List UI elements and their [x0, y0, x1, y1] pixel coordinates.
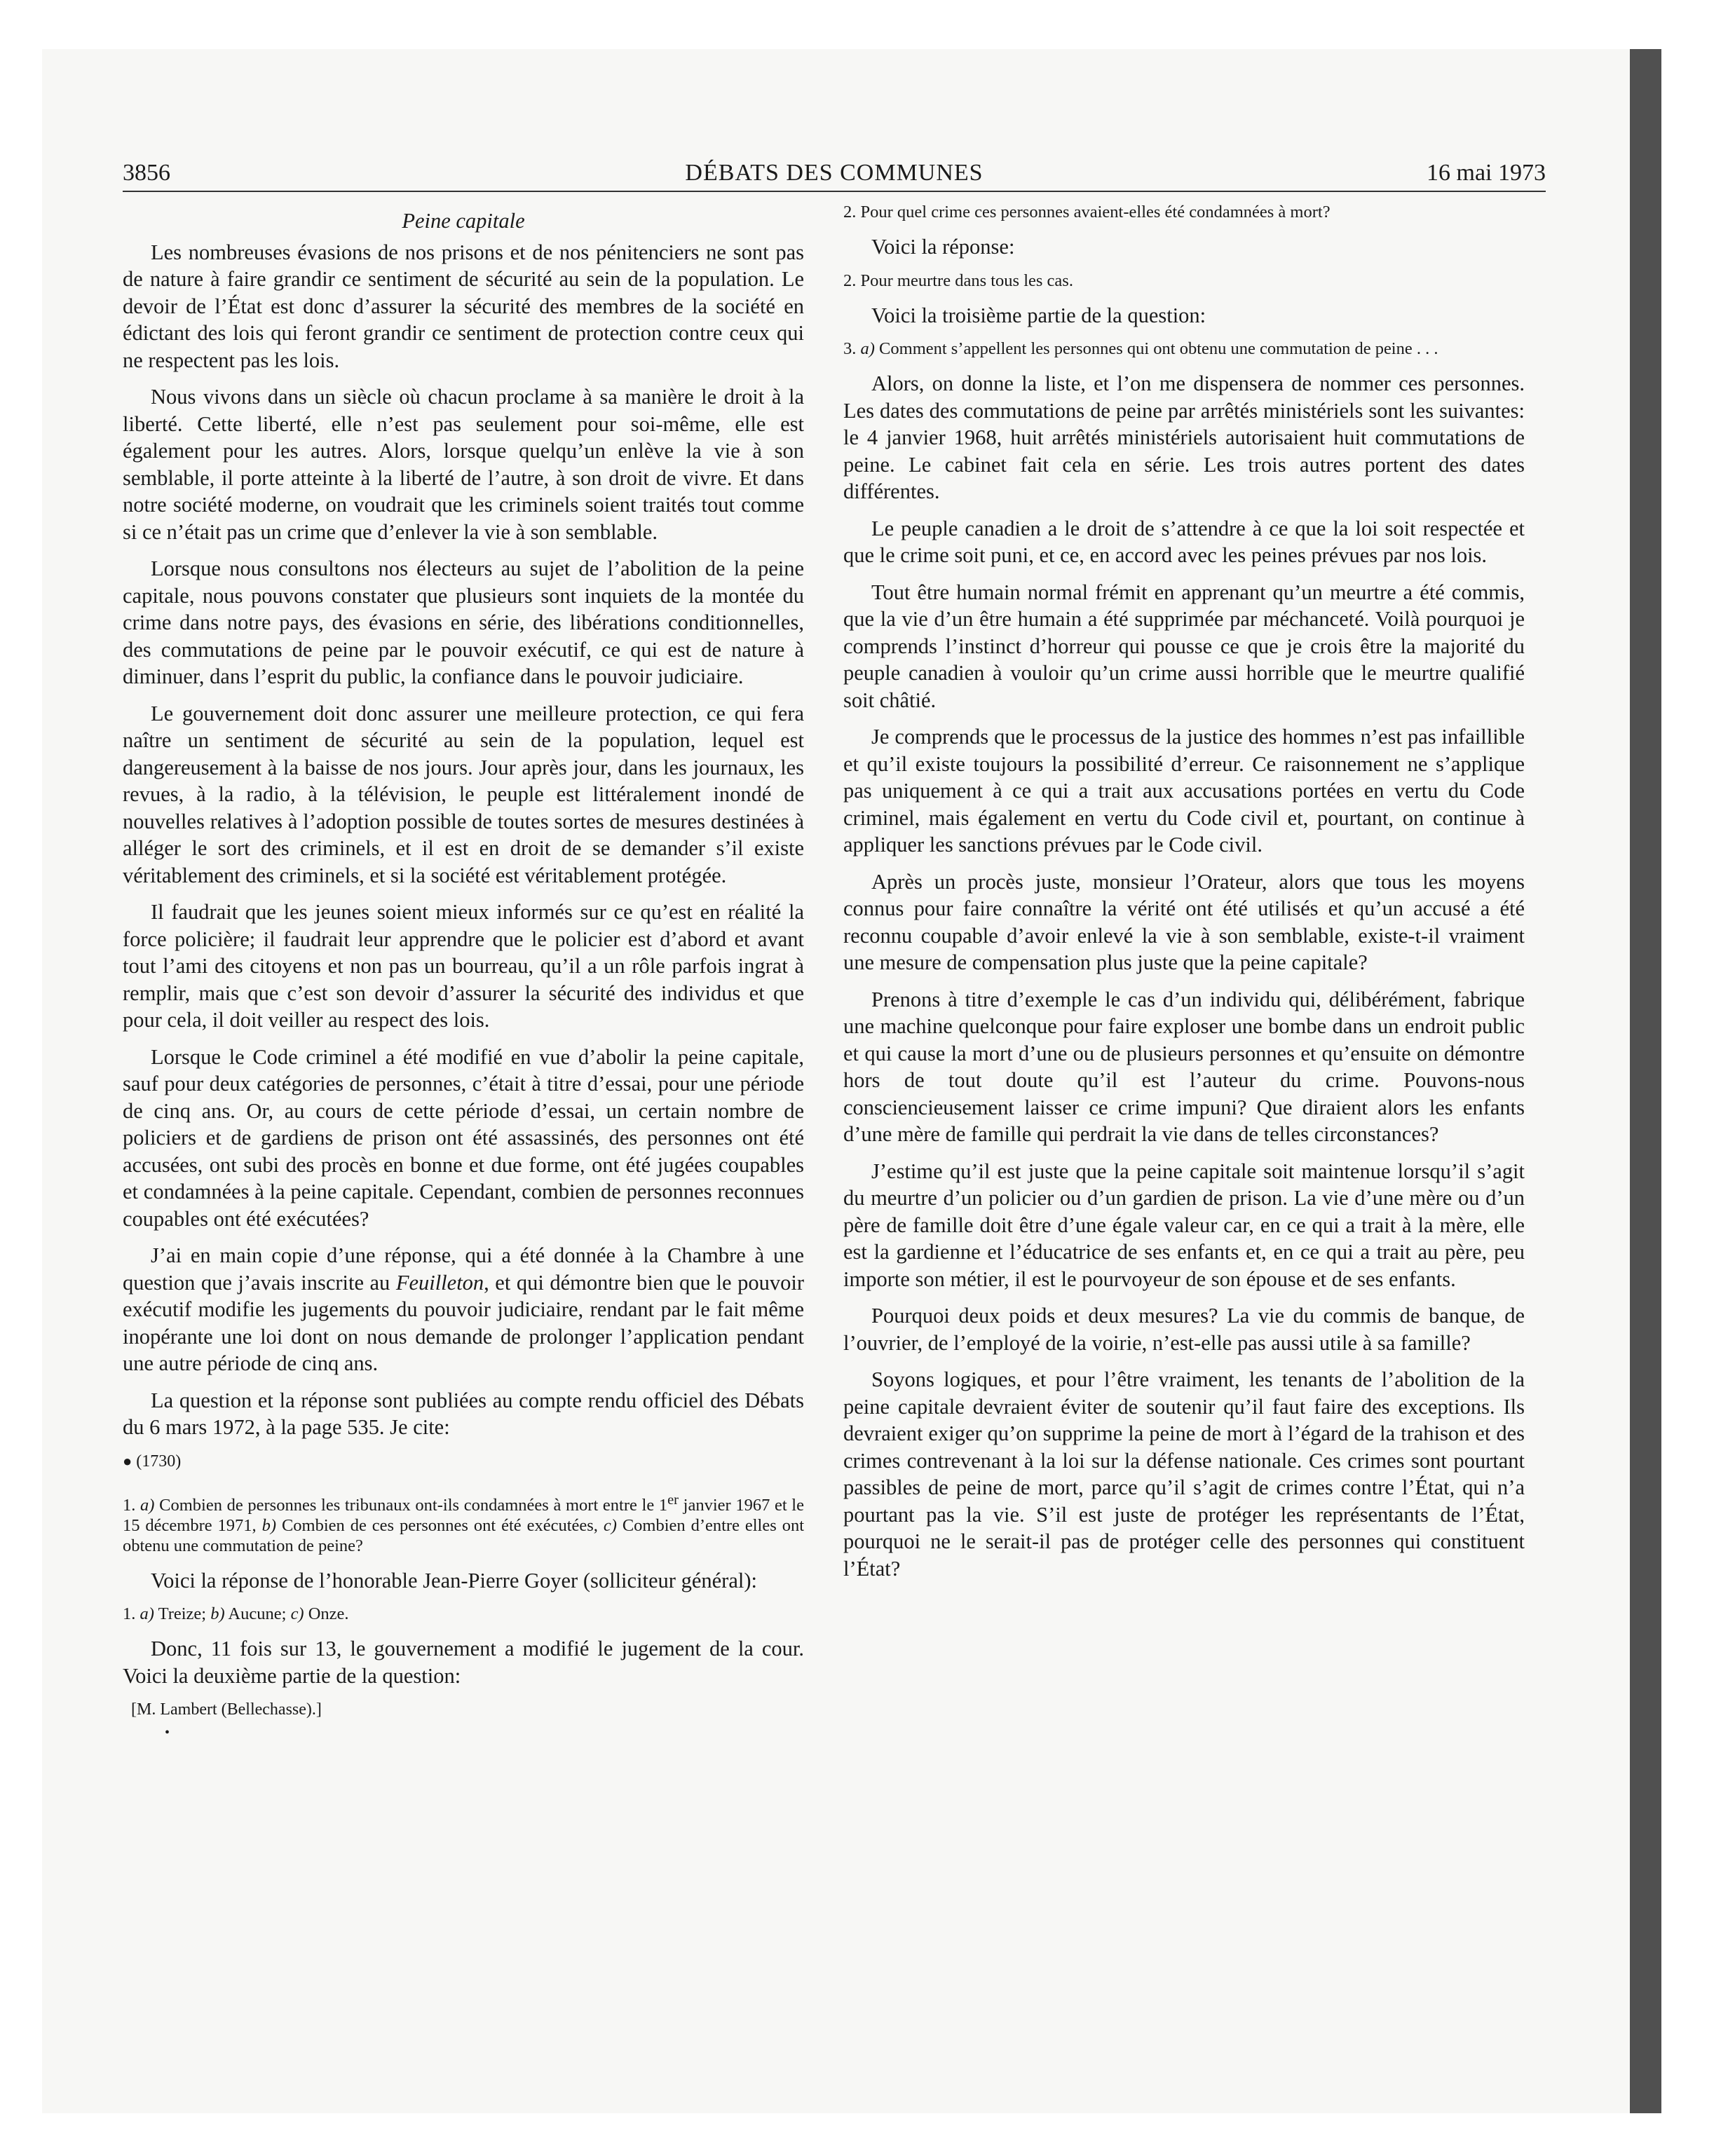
text-run: 1.	[123, 1604, 140, 1624]
speaker-attribution: [M. Lambert (Bellechasse).]	[131, 1700, 322, 1719]
paragraph: Soyons logiques, et pour l’être vraiment, les tenants de l’abolition de la peine capitale devraient éviter de soutenir qu’il faut faire des exceptions. Ils devraient exiger qu’on supprime la peine de mort à l’égard de la trahison et des crimes contrevenant à la loi sur la défense nationale. Ces crimes sont pourtant passibles de peine de mort, parce qu’il s’agit de crimes contre l’État, qui n’a pourtant pas la vie. S’il est juste de protéger les représentants de l’État, pourquoi ne le serait-il pas de protéger celle des personnes qui constituent l’État?	[843, 1367, 1525, 1581]
text-run: Comment s’appellent les personnes qui ont obtenu une commutation de peine . . .	[874, 339, 1438, 358]
answer-1	[123, 1604, 804, 1624]
paragraph: La question et la réponse sont publiées au compte rendu officiel des Débats du 6 mars 1972, à la page 535. Je cite:	[123, 1388, 804, 1439]
paragraph: Lorsque nous consultons nos électeurs au sujet de l’abolition de la peine capitale, nous pouvons constater que plusieurs sont inquiets de la montée du crime dans notre pays, des évasions en série, des libérations conditionnelles, des commutations de peine par le pouvoir exécutif, ce qui est de nature à diminuer, dans l’esprit du public, la confiance dans le pouvoir judiciaire.	[123, 557, 804, 688]
superscript: er	[667, 1492, 679, 1508]
item-label: b)	[210, 1604, 225, 1624]
paragraph: Donc, 11 fois sur 13, le gouvernement a modifié le jugement de la cour. Voici la deuxième partie de la question:	[123, 1637, 804, 1688]
feuilleton-italic: Feuilleton	[395, 1270, 484, 1295]
dot-icon: •	[165, 1725, 170, 1741]
paragraph: Je comprends que le processus de la justice des hommes n’est pas infaillible et qu’il existe toujours la possibilité d’erreur. Ce raisonnement ne s’applique pas uniquement à ce qui a trait aux accusations portées en vertu du Code criminel, mais également en vertu du Code civil et, pourtant, on continue à appliquer les sanctions prévues par le Code civil.	[843, 725, 1525, 857]
text-run: 3.	[843, 339, 861, 358]
journal-title: DÉBATS DES COMMUNES	[685, 160, 984, 186]
text-run: J’ai en main copie d’une réponse, qui a été donnée à la Chambre à une question que j’avais inscrite au	[123, 1243, 804, 1295]
section-title: Peine capitale	[402, 209, 525, 233]
time-marker	[123, 1451, 804, 1472]
text-run: 1.	[123, 1495, 141, 1515]
text-run: Combien d’entre elles ont obtenu une commutation de peine?	[123, 1515, 805, 1555]
right-column	[843, 202, 1525, 1592]
question-2: 2. Pour quel crime ces personnes avaient-elles été condamnées à mort?	[843, 203, 1331, 221]
time-stamp: (1730)	[136, 1452, 182, 1471]
paragraph: Le peuple canadien a le droit de s’attendre à ce que la loi soit respectée et que le crime soit puni, et ce, en accord avec les peines prévues par nos lois.	[843, 516, 1525, 567]
item-label: a)	[140, 1495, 155, 1515]
question-1	[123, 1490, 804, 1556]
paragraph: Alors, on donne la liste, et l’on me dispensera de nommer ces personnes. Les dates des commutations de peine par arrêtés ministériels sont les suivantes: le 4 janvier 1968, huit arrêtés ministériels autorisaient huit commutations de peine. Le cabinet fait cela en série. Les trois autres portent des dates différentes.	[843, 371, 1525, 503]
item-label: a)	[860, 339, 875, 358]
paragraph: Tout être humain normal frémit en apprenant qu’un meurtre a été commis, que la vie d’un être humain a été supprimée par méchanceté. Voilà pourquoi je comprends l’instinct d’horreur qui pousse ce que je crois être la majorité du peuple canadien à vouloir qu’un crime aussi horrible que le meurtre qualifié soit châtié.	[843, 580, 1525, 712]
paragraph: Le gouvernement doit donc assurer une meilleure protection, ce qui fera naître un sentiment de sécurité au sein de la population, lequel est dangereusement à la baisse de nos jours. Jour après jour, dans les journaux, les revues, à la radio, à la télévision, le peuple est littéralement inondé de nouvelles relatives à l’adoption possible de toutes sortes de mesures destinées à alléger le sort des criminels, et il est en droit de se demander s’il existe véritablement des criminels, et si la société est véritablement protégée.	[123, 701, 804, 887]
item-label: b)	[261, 1515, 277, 1535]
question-3	[843, 339, 1525, 359]
text-run: Aucune;	[224, 1604, 291, 1624]
paragraph: Lorsque le Code criminel a été modifié en vue d’abolir la peine capitale, sauf pour deux catégories de personnes, c’était à titre d’essai, pour une période de cinq ans. Or, au cours de cette période d’essai, un certain nombre de policiers et de gardiens de prison ont été assassinés, des personnes ont été accusées, ont subi des procès en bonne et due forme, ont été jugées coupables et condamnées à la peine capitale. Cependant, combien de personnes reconnues coupables ont été exécutées?	[123, 1044, 804, 1231]
text-run: , et qui démontre bien que le pouvoir exécutif modifie les jugements du pouvoir judiciaire, rendant par le fait même inopérante une loi dont on nous demande de prolonger l’application pendant une autre période de cinq ans.	[123, 1270, 804, 1375]
item-label: c)	[603, 1515, 617, 1535]
text-run: Treize;	[154, 1604, 211, 1624]
scan-edge-shadow	[1630, 49, 1661, 2113]
left-column	[123, 202, 804, 1740]
text-run: Onze.	[304, 1604, 349, 1624]
paragraph: Il faudrait que les jeunes soient mieux informés sur ce qu’est en réalité la force policière; il faudrait leur apprendre que le policier est d’abord et avant tout l’ami des citoyens et non pas un bourreau, qu’il a un rôle parfois ingrat à remplir, mais que c’est son devoir d’assurer la sécurité des individus et que pour cela, il doit veiller au respect des lois.	[123, 900, 804, 1032]
text-run: janvier 1967 et le 15 décembre 1971,	[123, 1495, 804, 1535]
issue-date: 16 mai 1973	[1427, 160, 1546, 186]
item-label: a)	[140, 1604, 154, 1624]
paragraph: Voici la réponse de l’honorable Jean-Pierre Goyer (solliciteur général):	[151, 1568, 757, 1592]
page-number: 3856	[123, 160, 170, 186]
text-run: Combien de ces personnes ont été exécutées,	[276, 1515, 604, 1535]
answer-2: 2. Pour meurtre dans tous les cas.	[843, 271, 1073, 290]
paragraph: J’estime qu’il est juste que la peine capitale soit maintenue lorsqu’il s’agit du meurtre d’un policier ou d’un gardien de prison. La vie d’une mère ou d’un père de famille doit être d’une égale valeur car, en ce qui a trait à la mère, elle est la gardienne et l’éducatrice de ses enfants et, en ce qui a trait au père, peu importe son métier, il est le pourvoyeur de son épouse et de ses enfants.	[843, 1159, 1525, 1291]
paragraph: Après un procès juste, monsieur l’Orateur, alors que tous les moyens connus pour faire connaître la vérité ont été utilisés et qu’un accusé a été reconnu coupable d’avoir enlevé la vie à son semblable, existe-t-il vraiment une mesure de compensation plus juste que la peine capitale?	[843, 869, 1525, 974]
paragraph: Les nombreuses évasions de nos prisons et de nos pénitenciers ne sont pas de nature à faire grandir ce sentiment de sécurité au sein de la population. Le devoir de l’État est donc d’assurer la sécurité des membres de la société en édictant des lois qui feront grandir ce sentiment de protection contre ceux qui ne respectent pas les lois.	[123, 240, 804, 372]
paragraph	[123, 1242, 804, 1377]
item-label: c)	[290, 1604, 304, 1624]
paragraph: Nous vivons dans un siècle où chacun proclame à sa manière le droit à la liberté. Cette liberté, elle n’est pas seulement pour soi-même, elle est également pour les autres. Alors, lorsque quelqu’un enlève la vie à son semblable, il porte atteinte à la liberté de l’autre, à son droit de vivre. Et dans notre société moderne, on voudrait que les criminels soient traités tout comme si ce n’était pas un crime que d’enlever la vie à son semblable.	[123, 385, 804, 544]
paragraph: Prenons à titre d’exemple le cas d’un individu qui, délibérément, fabrique une machine quelconque pour faire exploser une bombe dans un endroit public et qui cause la mort d’une ou de plusieurs personnes et qu’ensuite on démontre hors de tout doute qu’il est l’auteur du crime. Pouvons-nous consciencieusement laisser ce crime impuni? Que diraient alors les enfants d’une mère de famille qui perdrait la vie dans de telles circonstances?	[843, 987, 1525, 1146]
bullet-icon: ●	[123, 1452, 132, 1470]
paragraph: Pourquoi deux poids et deux mesures? La vie du commis de banque, de l’ouvrier, de l’employé de la voirie, n’est-elle pas aussi utile à sa famille?	[843, 1304, 1525, 1355]
paragraph: Voici la réponse:	[871, 235, 1015, 259]
running-header	[123, 160, 1546, 192]
text-run: Combien de personnes les tribunaux ont-ils condamnées à mort entre le 1	[154, 1495, 668, 1515]
paragraph: Voici la troisième partie de la question:	[871, 303, 1206, 327]
